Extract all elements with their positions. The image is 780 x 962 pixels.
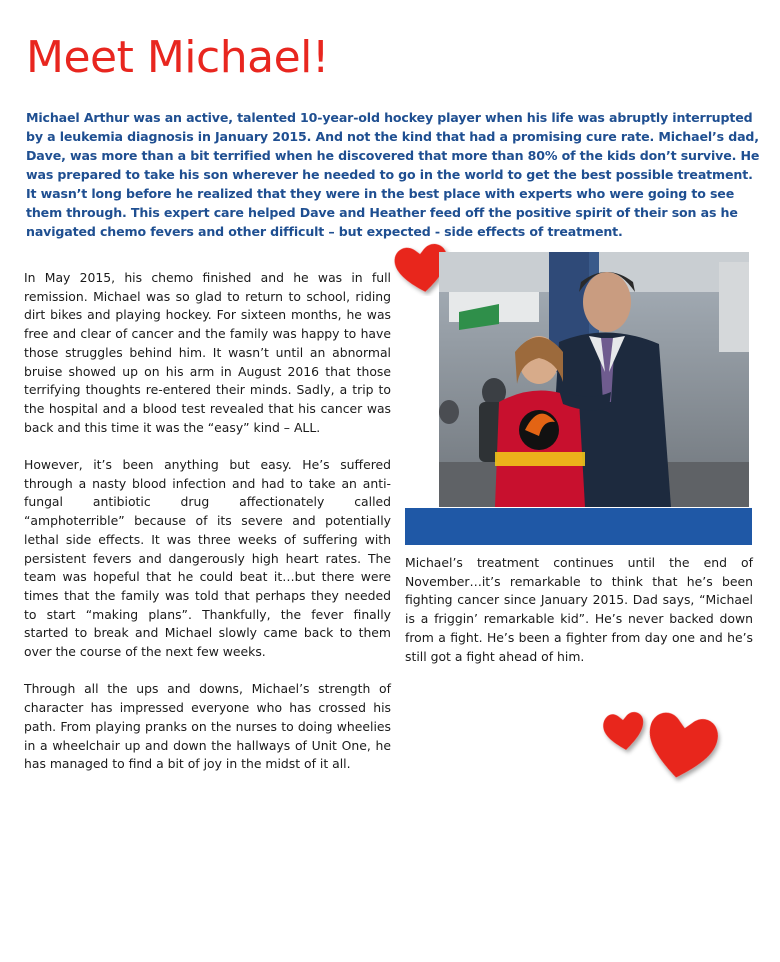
heart-icon-pair xyxy=(600,698,726,784)
page-title: Meet Michael! xyxy=(26,32,330,83)
caption-bar xyxy=(405,508,752,545)
main-story xyxy=(24,269,391,793)
story-paragraph-3: Through all the ups and downs, Michael’s strength of character has impressed everyone who has crossed his path. From playing pranks on the nurses to doing wheelies in a wheelchair up and down the hallways of Unit One, he has managed to find a bit of joy in the midst of it all. xyxy=(24,681,391,772)
photo-michael xyxy=(439,252,749,507)
intro-paragraph: Michael Arthur was an active, talented 10-year-old hockey player when his life was abruptly interrupted by a leukemia diagnosis in January 2015. And not the kind that had a promising cure rate. Michael’s dad, Dave, was more than a bit terrified when he discovered that more than 80% of the kids don’t survive. He was prepared to take his son wherever he needed to go in the world to get the best possible treatment. It wasn’t long before he realized that they were in the best place with experts who were going to see them through. This expert care helped Dave and Heather feed off the positive spirit of their son as he navigated chemo fevers and other difficult – but expected - side effects of treatment. xyxy=(26,110,760,239)
story-paragraph-1: In May 2015, his chemo finished and he was in full remission. Michael was so glad to return to school, riding dirt bikes and playing hockey. For sixteen months, he was free and clear of cancer and the family was happy to have those struggles behind him. It wasn’t until an abnormal bruise showed up on his arm in August 2016 that those terrifying thoughts re-entered their minds. Sadly, a trip to the hospital and a blood test revealed that his cancer was back and this time it was the “easy” kind – ALL. xyxy=(24,270,391,435)
story-paragraph-2: However, it’s been anything but easy. He’s suffered through a nasty blood infection and had to take an anti-fungal antibiotic drug affectionately called “amphoterrible” because of its severe and potentially lethal side effects. It was three weeks of suffering with persistent fevers and dangerously high heart rates. The team was hopeful that he could beat it…but there were times that the family was told that perhaps they needed to start “making plans”. Thankfully, the fever finally started to break and Michael slowly came back to them over the course of the next few weeks. xyxy=(24,457,391,660)
right-column-paragraph: Michael’s treatment continues until the end of November…it’s remarkable to think that he’s been fighting cancer since January 2015. Dad says, “Michael is a friggin’ remarkable kid”. He’s never backed down from a fight. He’s been a fighter from day one and he’s still got a fight ahead of him. xyxy=(405,555,753,664)
